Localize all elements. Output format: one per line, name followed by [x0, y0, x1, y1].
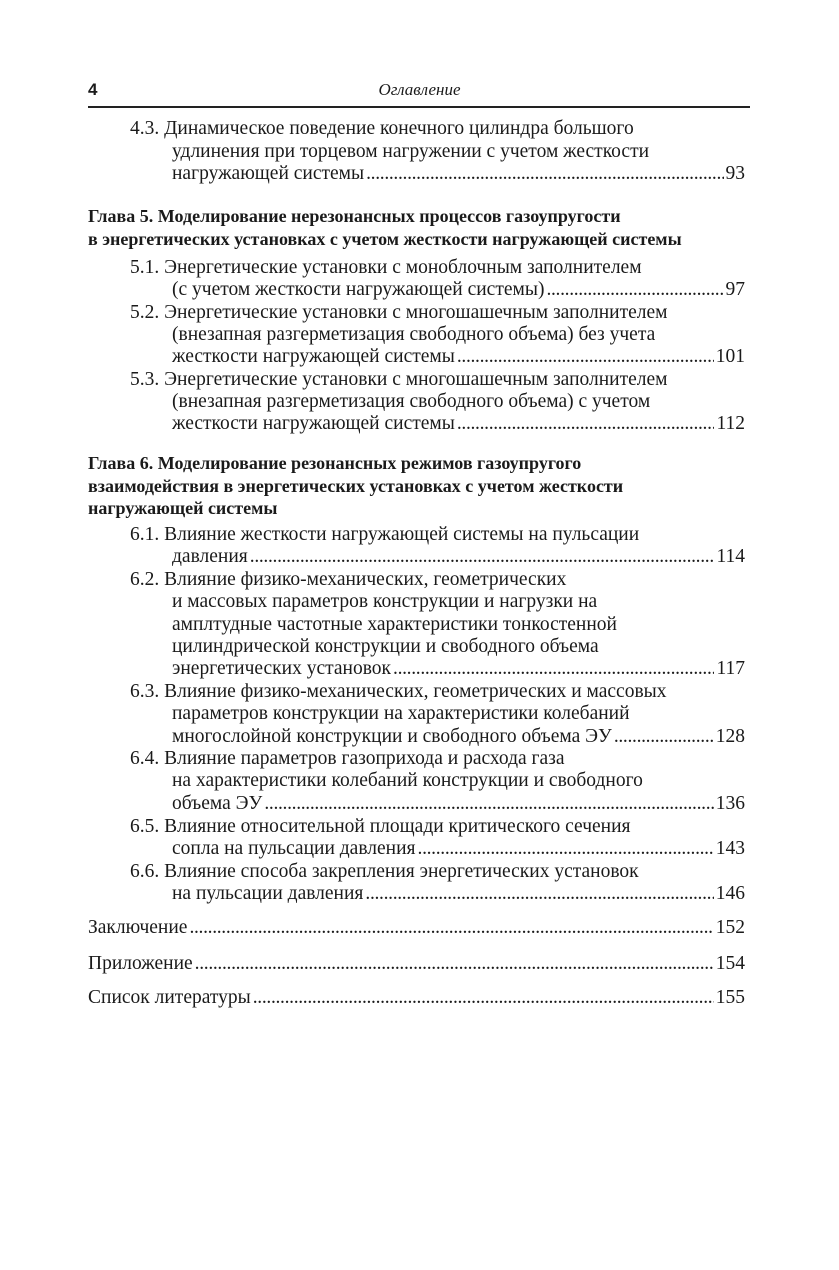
toc-page-number: 97 [725, 279, 745, 300]
running-title: Оглавление [378, 80, 461, 99]
toc-page-number: 112 [716, 413, 745, 434]
dot-leader [365, 883, 713, 905]
dot-leader [546, 279, 723, 301]
toc-line [172, 726, 745, 748]
toc-line [172, 163, 745, 185]
toc-line [88, 475, 623, 497]
toc-line-text: Заключение [88, 917, 188, 938]
toc-line-text: удлинения при торцевом нагружении с учетом жесткости [172, 141, 650, 162]
toc-line [172, 614, 617, 636]
toc-line-text: нагружающей системы [172, 163, 365, 184]
toc-line [130, 569, 566, 591]
toc-line [172, 413, 745, 435]
dot-leader [614, 726, 714, 748]
toc-page-number: 152 [715, 917, 745, 938]
toc-line-text: многослойной конструкции и свободного объема ЭУ [172, 726, 612, 747]
toc-line-text: 5.2. Энергетические установки с многошашечным заполнителем [130, 302, 668, 323]
toc-line-text: 6.6. Влияние способа закрепления энергетических установок [130, 861, 639, 882]
toc-line [130, 302, 668, 324]
toc-page-number: 143 [715, 838, 745, 859]
toc-line-text: нагружающей системы [88, 498, 278, 518]
dot-leader [253, 987, 714, 1009]
toc-line-text: амплтудные частотные характеристики тонкостенной [172, 614, 617, 635]
toc-line-text: (внезапная разгерметизация свободного объема) без учета [172, 324, 656, 345]
dot-leader [366, 163, 723, 185]
toc-page-number: 93 [725, 163, 745, 184]
toc-line [88, 497, 277, 519]
toc-page-number: 154 [715, 953, 745, 974]
toc-line-text: (с учетом жесткости нагружающей системы) [172, 279, 545, 300]
toc-page-number: 155 [715, 987, 745, 1008]
toc-line [130, 681, 667, 703]
toc-line-text: 6.2. Влияние физико-механических, геометрических [130, 569, 567, 590]
toc-line-text: жесткости нагружающей системы [172, 413, 455, 434]
toc-line [172, 793, 745, 815]
dot-leader [189, 917, 713, 939]
toc-line [172, 546, 745, 568]
toc-line-text: 6.5. Влияние относительной площади критического сечения [130, 816, 631, 837]
toc-line-text: и массовых параметров конструкции и нагрузки на [172, 591, 598, 612]
toc-line [172, 324, 655, 346]
toc-line-text: Глава 5. Моделирование нерезонансных процессов газоупругости [88, 206, 621, 226]
toc-line-text: сопла на пульсации давления [172, 838, 416, 859]
toc-line-text: 6.3. Влияние физико-механических, геометрических и массовых [130, 681, 667, 702]
toc-line [130, 118, 634, 140]
toc-line-text: 5.3. Энергетические установки с многошашечным заполнителем [130, 369, 668, 390]
toc-line [130, 369, 668, 391]
toc-line [88, 452, 581, 474]
toc-line-text: взаимодействия в энергетических установках с учетом жесткости [88, 476, 624, 496]
toc-line-text: жесткости нагружающей системы [172, 346, 455, 367]
dot-leader [457, 346, 714, 368]
toc-line [88, 917, 745, 939]
toc-line [130, 861, 639, 883]
toc-line [88, 987, 745, 1009]
toc-line [172, 141, 649, 163]
toc-line [172, 391, 650, 413]
dot-leader [418, 838, 714, 860]
dot-leader [250, 546, 715, 568]
toc-page-number: 114 [716, 546, 745, 567]
toc-line-text: 4.3. Динамическое поведение конечного цилиндра большого [130, 118, 634, 139]
toc-page-number: 146 [715, 883, 745, 904]
toc-line-text: в энергетических установках с учетом жесткости нагружающей системы [88, 229, 682, 249]
toc-page-number: 128 [715, 726, 745, 747]
toc-page-number: 136 [715, 793, 745, 814]
toc-line-text: Глава 6. Моделирование резонансных режимов газоупругого [88, 453, 582, 473]
toc-line-text: 6.4. Влияние параметров газоприхода и расхода газа [130, 748, 565, 769]
toc-line [172, 346, 745, 368]
toc-line [130, 816, 631, 838]
toc-line-text: цилиндрической конструкции и свободного объема [172, 636, 599, 657]
toc-line [172, 658, 745, 680]
toc-line [172, 279, 745, 301]
toc-line-text: параметров конструкции на характеристики колебаний [172, 703, 630, 724]
toc-line-text: объема ЭУ [172, 793, 263, 814]
toc-line [172, 883, 745, 905]
toc-line [88, 953, 745, 975]
toc-line-text: на пульсации давления [172, 883, 364, 904]
toc-line-text: давления [172, 546, 248, 567]
toc-line-text: Список литературы [88, 987, 251, 1008]
toc-line [130, 748, 565, 770]
toc-line [172, 636, 599, 658]
toc-line-text: 6.1. Влияние жесткости нагружающей системы на пульсации [130, 524, 640, 545]
toc-line-text: энергетических установок [172, 658, 392, 679]
toc-line [130, 524, 639, 546]
toc-line-text: на характеристики колебаний конструкции и свободного [172, 770, 643, 791]
toc-line [172, 591, 597, 613]
toc-line-text: (внезапная разгерметизация свободного объема) с учетом [172, 391, 651, 412]
toc-line-text: 5.1. Энергетические установки с моноблочным заполнителем [130, 257, 642, 278]
toc-line [130, 257, 642, 279]
toc-line [88, 228, 682, 250]
page-number: 4 [88, 80, 98, 99]
toc-line [172, 703, 630, 725]
dot-leader [457, 413, 715, 435]
toc-page-number: 117 [716, 658, 745, 679]
toc-line [172, 838, 745, 860]
toc-page-number: 101 [715, 346, 745, 367]
header-rule [88, 106, 750, 108]
dot-leader [264, 793, 713, 815]
toc-line-text: Приложение [88, 953, 193, 974]
dot-leader [393, 658, 714, 680]
dot-leader [195, 953, 714, 975]
toc-line [172, 770, 643, 792]
toc-line [88, 205, 621, 227]
